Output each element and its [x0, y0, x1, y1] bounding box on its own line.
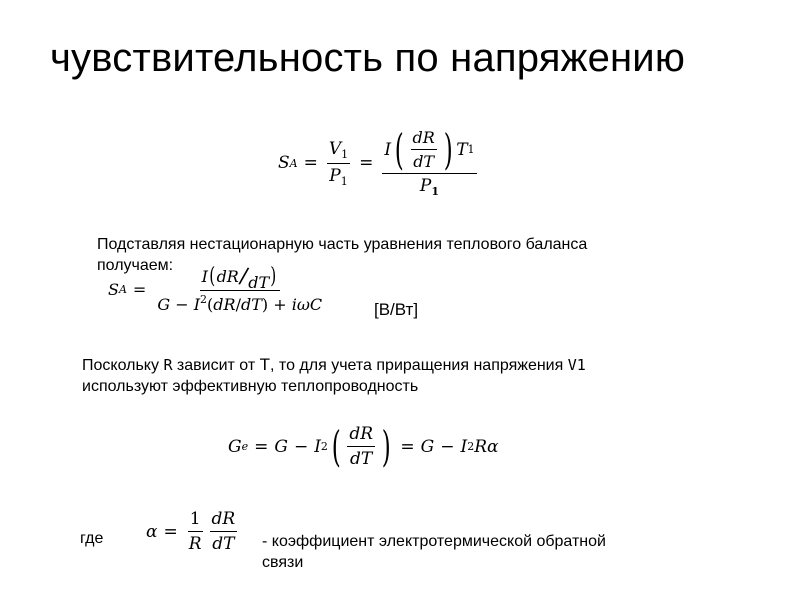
units-label: [В/Вт] [374, 300, 419, 319]
since-symbol-v1: V1 [567, 356, 586, 374]
since-part-1: Поскольку [82, 357, 159, 374]
page-title: чувствительность по напряжению [50, 36, 686, 80]
since-part-2: зависит от [176, 357, 256, 374]
formula-alpha: α = $\frac{1}{R}$ $\frac{dR}{dT}$ [146, 509, 236, 554]
since-text [82, 354, 586, 397]
substituting-line-1: Подставляя нестационарную часть уравнения теплового баланса [97, 236, 588, 253]
coefficient-text [262, 531, 606, 573]
coefficient-line-1: - коэффициент электротермической обратной [262, 533, 606, 550]
since-symbol-r: R [163, 356, 173, 374]
formula-effective-conductance: G e = G − I 2 ( $\frac{dR}{dT}$ ) = G − I 2 Rα [228, 421, 499, 471]
since-line-1 [82, 354, 586, 376]
since-line-2: используют эффективную теплопроводность [82, 378, 419, 395]
formula-sensitivity-definition: S A = $\frac{V_1}{P_1}$ = I ( $\frac{dR}{dT}$ ) T 1 $P_1$ [278, 124, 475, 198]
where-label: где [80, 530, 104, 547]
since-part-3: , то для учета приращения напряжения [270, 357, 564, 374]
coefficient-line-2: связи [262, 554, 304, 571]
substituting-line-2: получаем: [97, 257, 174, 274]
formula-sensitivity-nonstationary: S A = I ( dR / dT ) $G - I^2(dR/dT) + i\omega C$ [108, 263, 323, 314]
since-symbol-t: Т [259, 355, 271, 374]
